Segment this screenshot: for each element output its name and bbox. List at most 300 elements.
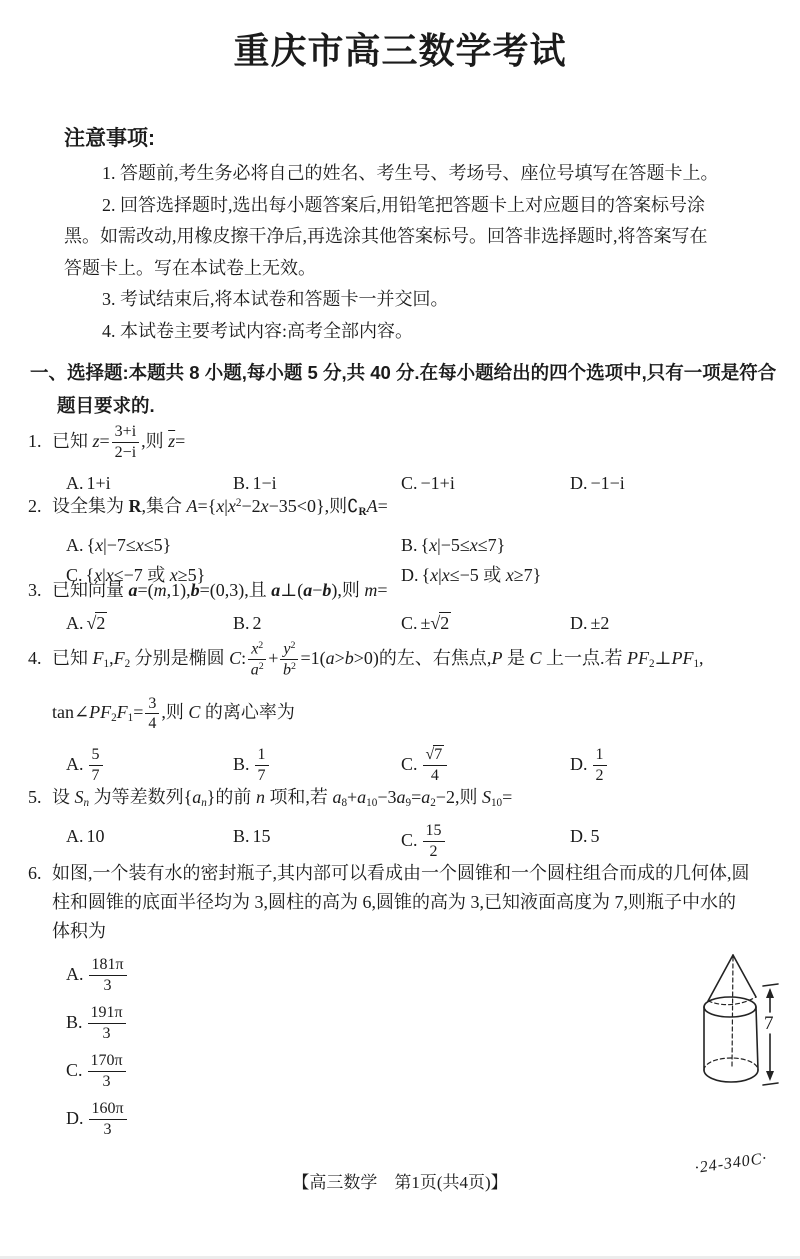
fraction xyxy=(87,956,129,995)
math-var: x xyxy=(260,496,269,517)
math-bold-var: a xyxy=(128,580,138,600)
height-arrow-down-head xyxy=(766,1071,774,1081)
option-label: C. xyxy=(401,829,418,850)
text-run: = xyxy=(175,431,186,451)
text-run: , xyxy=(109,648,114,668)
text-run: 3 xyxy=(102,1025,111,1043)
math-bold-var: a xyxy=(271,580,281,600)
math-var: n xyxy=(201,797,207,810)
text-run: = xyxy=(377,580,388,600)
notice-item-continuation: 答题卡上。写在本试卷上无效。 xyxy=(64,257,316,278)
text-run: 2 xyxy=(648,658,655,671)
text-run: 是 xyxy=(502,648,530,668)
option-D xyxy=(570,609,790,637)
superscript xyxy=(259,661,264,672)
footer-paper-code: ·24-340C· xyxy=(693,1149,769,1177)
text-run: | xyxy=(102,565,106,586)
section-one-heading xyxy=(30,356,790,422)
text-run: | xyxy=(224,496,228,517)
question-stem-line xyxy=(28,688,790,742)
text-run: 3 xyxy=(102,1073,111,1091)
text-run: = xyxy=(133,702,144,723)
footer-page-info: 【高三数学 第1页(共4页)】 xyxy=(292,1173,508,1192)
option-label: A. xyxy=(66,826,84,847)
option-label: A. xyxy=(66,753,84,774)
math-var: P xyxy=(491,648,503,668)
radical-sign: √ xyxy=(86,613,96,633)
text-run: 191π xyxy=(90,1004,123,1022)
cone-left-edge xyxy=(708,955,733,1001)
question-stem xyxy=(28,417,790,465)
option-label: C. xyxy=(401,613,418,633)
numerator xyxy=(89,746,103,766)
option-label: B. xyxy=(401,535,418,556)
option-B xyxy=(233,822,401,861)
fraction xyxy=(591,746,609,785)
numerator xyxy=(112,423,139,443)
text-run: 3+i xyxy=(114,423,137,441)
option-label: C. xyxy=(66,565,83,586)
option-label: A. xyxy=(66,473,84,493)
math-var: x xyxy=(227,496,236,517)
option-label: D. xyxy=(570,826,588,847)
option-label: A. xyxy=(66,964,84,984)
text-run: , xyxy=(699,648,704,668)
option-label: B. xyxy=(233,753,250,774)
fraction xyxy=(87,746,105,785)
option-B xyxy=(233,746,401,785)
text-run: 上一点.若 xyxy=(541,648,627,668)
height-arrow-top-cap xyxy=(763,984,778,986)
math-var: x xyxy=(430,565,439,586)
text-run: 已知 xyxy=(52,431,93,451)
math-var: C xyxy=(529,648,542,668)
question-stem-line xyxy=(28,576,790,605)
radical xyxy=(426,745,445,763)
math-var: a xyxy=(396,787,406,807)
question-number: 1. xyxy=(28,431,42,451)
option-D xyxy=(570,822,790,861)
text-run: 5 xyxy=(91,746,100,764)
question-stem-line xyxy=(28,634,790,688)
text-run: 已知 xyxy=(52,648,93,668)
text-run: { xyxy=(421,565,431,586)
text-run: 170π xyxy=(90,1052,123,1070)
text-run: { xyxy=(85,565,95,586)
text-run: + xyxy=(268,648,279,668)
option-B xyxy=(66,998,790,1046)
option-label: B. xyxy=(233,826,250,847)
fraction xyxy=(143,695,161,734)
question-stem-line xyxy=(28,859,790,888)
denominator xyxy=(88,1024,126,1043)
numerator xyxy=(593,746,607,766)
math-var: b xyxy=(282,661,291,679)
fraction xyxy=(421,822,447,861)
math-bold-var: b xyxy=(322,580,332,600)
math-var: a xyxy=(250,661,259,679)
math-bold: R xyxy=(358,506,367,519)
text-run: : xyxy=(241,648,247,668)
denominator xyxy=(112,443,139,462)
text-run: |−7≤ xyxy=(103,535,136,556)
text-run: 9 xyxy=(405,797,412,810)
question-number: 6. xyxy=(28,863,42,883)
math-var: x xyxy=(135,535,144,556)
superscript xyxy=(291,640,296,651)
denominator xyxy=(89,976,127,995)
radical-sign: √ xyxy=(425,746,434,764)
height-label: 7 xyxy=(764,1013,774,1034)
notice-list xyxy=(64,158,764,347)
option-C xyxy=(401,822,570,861)
option-D xyxy=(570,746,790,785)
bottle-figure xyxy=(693,944,793,1098)
numerator xyxy=(88,1004,126,1024)
math-var: x xyxy=(429,535,438,556)
math-var: b xyxy=(344,648,354,668)
option-label: D. xyxy=(570,753,588,774)
math-var: m xyxy=(364,580,378,600)
text-run: 柱和圆锥的底面半径均为 3,圆柱的高为 6,圆锥的高为 3,已知液面高度为 7,则瓶子中水的 xyxy=(52,892,736,912)
option-D xyxy=(66,1094,790,1142)
option-label: D. xyxy=(66,1108,84,1128)
question-options xyxy=(28,822,790,861)
superscript xyxy=(291,661,296,672)
option-label: B. xyxy=(66,1012,83,1032)
math-var: x xyxy=(95,535,104,556)
text-run: ± xyxy=(420,613,431,633)
question-stem-line xyxy=(28,888,790,917)
axis-dashed xyxy=(732,957,733,1066)
question-number: 3. xyxy=(28,580,42,600)
text-run: 160π xyxy=(91,1100,124,1118)
math-var: m xyxy=(153,580,167,600)
math-var: a xyxy=(421,787,431,807)
question-1 xyxy=(28,417,790,497)
denominator xyxy=(280,660,298,679)
fraction xyxy=(87,1100,129,1139)
height-arrow-up-head xyxy=(766,988,774,998)
fraction xyxy=(110,423,141,462)
text-run: 1 xyxy=(103,658,110,671)
text-run: 3 xyxy=(103,977,112,995)
text-run: ≤5} xyxy=(143,535,172,556)
text-run: 2 xyxy=(429,843,438,861)
superscript xyxy=(258,640,263,651)
text-run: 2 xyxy=(96,613,106,633)
notice-heading: 注意事项: xyxy=(64,127,155,150)
cylinder-right-side xyxy=(756,1007,758,1070)
text-run: −35<0},则∁ xyxy=(268,496,359,517)
text-run: ,1), xyxy=(166,580,191,600)
text-run: −1−i xyxy=(590,473,625,493)
text-run: 3 xyxy=(148,694,157,712)
text-run: > xyxy=(334,648,345,668)
numerator xyxy=(255,746,269,766)
math-var: S xyxy=(481,787,491,807)
text-run: ,集合 xyxy=(141,496,187,517)
fraction xyxy=(246,640,268,680)
question-2 xyxy=(28,489,790,589)
math-var: x xyxy=(169,565,178,586)
text-run: ,则 xyxy=(141,431,169,451)
text-run: 15 xyxy=(425,822,442,840)
option-label: B. xyxy=(233,613,250,633)
denominator xyxy=(89,1120,127,1139)
text-run: −2,则 xyxy=(435,787,482,807)
text-run: 2 xyxy=(235,497,242,509)
question-number: 4. xyxy=(28,648,42,668)
radical xyxy=(87,612,108,633)
question-number: 5. xyxy=(28,787,42,807)
text-run: ⊥( xyxy=(280,580,304,600)
cone-right-edge xyxy=(733,955,756,997)
math-bold-var: a xyxy=(303,580,313,600)
text-run: − xyxy=(312,580,323,600)
numerator xyxy=(89,956,127,976)
text-run: 分别是椭圆 xyxy=(130,648,230,668)
subscript xyxy=(491,797,502,809)
text-run: = xyxy=(377,496,388,517)
bottle-figure-svg xyxy=(693,944,793,1098)
text-run: 1 xyxy=(257,746,266,764)
numerator xyxy=(248,640,266,660)
text-run: 的离心率为 xyxy=(200,702,295,723)
math-var: z xyxy=(92,431,100,451)
radicand xyxy=(439,612,451,633)
question-stem xyxy=(28,783,790,818)
text-run: 2 xyxy=(124,658,131,671)
math-var: x xyxy=(505,565,514,586)
text-run: =(0,3),且 xyxy=(199,580,272,600)
math-var: a xyxy=(357,787,367,807)
cylinder-bottom-front xyxy=(704,1070,758,1082)
text-run: | xyxy=(438,565,442,586)
option-label: C. xyxy=(401,753,418,774)
option-C xyxy=(401,746,570,785)
text-run: 2 xyxy=(595,767,604,785)
question-stem xyxy=(28,634,790,742)
question-stem xyxy=(28,489,790,527)
option-label: A. xyxy=(66,613,84,633)
math-var: A xyxy=(186,496,198,517)
option-A xyxy=(66,531,401,559)
cylinder-top-ellipse xyxy=(704,997,756,1017)
notice-item: 3. 考试结束后,将本试卷和答题卡一并交回。 xyxy=(102,289,449,309)
text-run: 1 xyxy=(595,746,604,764)
text-run: 2 xyxy=(290,640,296,652)
option-C xyxy=(401,609,570,637)
question-stem-line xyxy=(28,783,790,818)
option-label: D. xyxy=(401,565,419,586)
denominator xyxy=(145,714,159,733)
math-var: PF xyxy=(89,702,112,723)
option-A xyxy=(66,609,233,637)
text-run: ≤7} xyxy=(477,535,506,556)
text-run: 体积为 xyxy=(52,921,106,941)
text-run: 7 xyxy=(434,746,443,764)
text-run: ≥7} xyxy=(513,565,542,586)
text-run: 7 xyxy=(257,767,266,785)
numerator xyxy=(88,1052,126,1072)
denominator xyxy=(248,660,266,679)
math-var: x xyxy=(441,565,450,586)
text-run: 已知向量 xyxy=(52,580,129,600)
height-arrow-bottom-cap xyxy=(763,1083,778,1085)
option-A xyxy=(66,746,233,785)
text-run: 设 xyxy=(52,787,75,807)
text-run: 3 xyxy=(103,1121,112,1139)
math-conjugate: $\overline{z}$ xyxy=(168,431,176,451)
text-run: 1−i xyxy=(252,473,277,493)
radicand xyxy=(433,745,444,763)
text-run: ≤−7 或 xyxy=(113,565,170,586)
fraction xyxy=(421,746,450,785)
option-B xyxy=(233,609,401,637)
question-4 xyxy=(28,634,790,785)
option-label: B. xyxy=(233,473,250,493)
cylinder-bottom-back-dashed xyxy=(704,1058,758,1070)
question-stem-line xyxy=(28,917,790,946)
exam-title: 重庆市高三数学考试 xyxy=(233,30,567,71)
numerator xyxy=(280,640,298,660)
question-6 xyxy=(28,859,790,1142)
question-options xyxy=(28,609,790,637)
text-run: = xyxy=(502,787,513,807)
text-run: ,则 xyxy=(161,702,189,723)
text-run: 4 xyxy=(148,715,157,733)
math-var: x xyxy=(94,565,103,586)
math-var: a xyxy=(192,787,202,807)
fraction xyxy=(86,1052,128,1091)
text-run: 10 xyxy=(86,826,105,847)
math-var: a xyxy=(332,787,342,807)
text-run: 2−i xyxy=(114,444,137,462)
question-number: 2. xyxy=(28,496,42,517)
option-label: A. xyxy=(66,535,84,556)
option-A xyxy=(66,822,233,861)
text-run: 2 xyxy=(440,613,450,633)
math-var: PF xyxy=(626,648,649,668)
option-label: C. xyxy=(66,1060,83,1080)
option-B xyxy=(401,531,790,559)
math-var: F xyxy=(116,702,128,723)
text-run: tan∠ xyxy=(52,702,90,723)
numerator xyxy=(89,1100,127,1120)
text-run: ≥5} xyxy=(177,565,206,586)
text-run: ⊥ xyxy=(654,648,672,668)
text-run: ={ xyxy=(197,496,217,517)
option-label: C. xyxy=(401,473,418,493)
text-run: 1 xyxy=(693,658,700,671)
text-run: 15 xyxy=(252,826,271,847)
math-var: x xyxy=(469,535,478,556)
text-run: 5 xyxy=(590,826,600,847)
text-run: −2 xyxy=(241,496,261,517)
question-options xyxy=(28,950,790,1142)
question-stem-line xyxy=(28,489,790,527)
text-run: }的前 xyxy=(206,787,256,807)
math-var: a xyxy=(325,648,335,668)
math-bold: R xyxy=(128,496,142,517)
math-var: S xyxy=(74,787,84,807)
text-run: 7 xyxy=(91,767,100,785)
question-5 xyxy=(28,783,790,861)
option-label: D. xyxy=(570,613,588,633)
text-run: ≤−5 或 xyxy=(449,565,506,586)
text-run: =( xyxy=(137,580,154,600)
math-var: F xyxy=(92,648,104,668)
math-var: n xyxy=(83,797,90,810)
text-run: 181π xyxy=(91,956,124,974)
fraction xyxy=(253,746,271,785)
text-run: 为等差数列{ xyxy=(89,787,193,807)
math-var: n xyxy=(255,787,265,807)
text-run: = xyxy=(411,787,422,807)
text-run: ),则 xyxy=(331,580,365,600)
math-var: x xyxy=(105,565,114,586)
text-run: 2 xyxy=(290,661,296,673)
section-heading-line: 一、选择题:本题共 8 小题,每小题 5 分,共 40 分.在每小题给出的四个选项中,只有一项是符合 xyxy=(30,362,777,383)
math-var: A xyxy=(366,496,378,517)
fraction xyxy=(278,640,300,680)
text-run: 项和,若 xyxy=(264,787,333,807)
text-run: 10 xyxy=(490,797,503,810)
fraction xyxy=(86,1004,128,1043)
question-stem-line xyxy=(28,417,790,465)
text-run: =1( xyxy=(300,648,326,668)
math-var: C xyxy=(229,648,242,668)
radical xyxy=(430,612,451,633)
text-run: 1 xyxy=(127,712,134,725)
text-run: { xyxy=(420,535,430,556)
section-heading-line: 题目要求的. xyxy=(57,395,155,416)
text-run: 10 xyxy=(366,797,378,810)
text-run: 4 xyxy=(430,767,439,785)
notice-item: 4. 本试卷主要考试内容:高考全部内容。 xyxy=(102,320,413,341)
math-var: C xyxy=(188,702,201,723)
text-run: −1+i xyxy=(420,473,455,493)
text-run: 1+i xyxy=(86,473,111,493)
notice-item: 2. 回答选择题时,选出每小题答案后,用铅笔把答题卡上对应题目的答案标号涂 xyxy=(102,194,705,215)
numerator xyxy=(423,822,445,842)
text-run: 2 xyxy=(430,797,436,810)
numerator xyxy=(145,695,159,715)
question-stem xyxy=(28,576,790,605)
text-run: { xyxy=(86,535,96,556)
math-var: PF xyxy=(671,648,694,668)
math-var: y xyxy=(283,640,291,658)
math-var: x xyxy=(216,496,225,517)
math-var: x xyxy=(251,640,259,658)
text-run: −3 xyxy=(377,787,397,807)
option-C xyxy=(66,1046,790,1094)
option-label: D. xyxy=(570,473,588,493)
question-stem xyxy=(28,859,790,946)
question-options xyxy=(28,746,790,785)
text-run: 8 xyxy=(341,797,348,810)
question-3 xyxy=(28,576,790,637)
text-run: |−5≤ xyxy=(437,535,470,556)
option-A xyxy=(66,950,790,998)
text-run: >0)的左、右焦点, xyxy=(353,648,492,668)
notice-item: 1. 答题前,考生务必将自己的姓名、考生号、考场号、座位号填写在答题卡上。 xyxy=(102,163,719,183)
radical-sign: √ xyxy=(430,613,440,633)
math-bold-var: b xyxy=(190,580,200,600)
subscript xyxy=(359,506,367,518)
text-run: + xyxy=(347,787,358,807)
